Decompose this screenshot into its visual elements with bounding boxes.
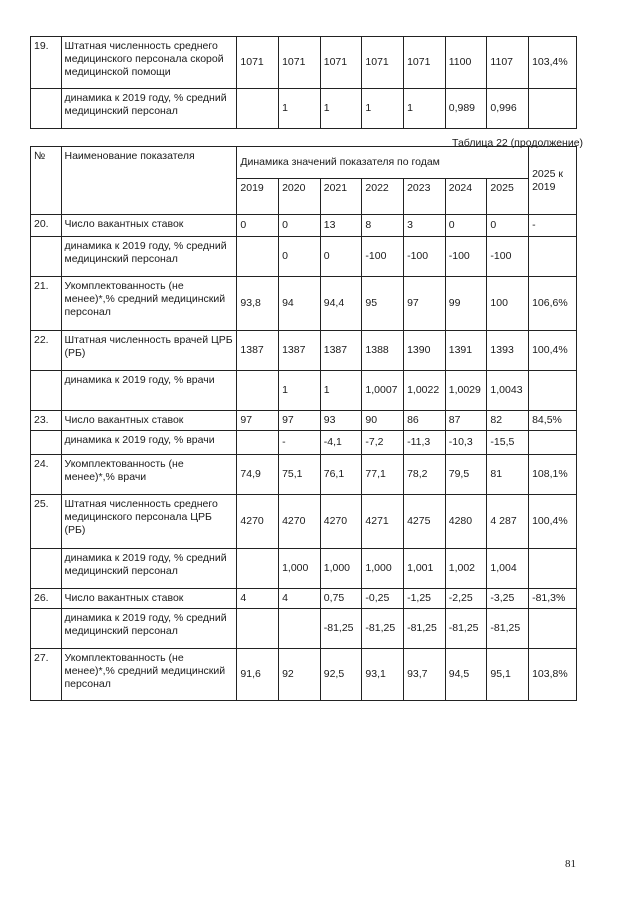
row-number: 19. [31,37,62,89]
row-number [31,371,62,411]
row-name: Укомплектованность (не менее)*,% средний медицинский персонал [61,649,237,701]
row-name: Число вакантных ставок [61,215,237,237]
value-cell: 0,75 [320,589,362,609]
value-cell: -7,2 [362,431,404,455]
value-cell: 97 [237,411,279,431]
table-row [31,649,577,701]
value-cell: 1,004 [487,549,529,589]
table-row [31,609,577,649]
value-cell: 99 [445,277,487,331]
value-cell: 1,001 [404,549,446,589]
value-cell: 76,1 [320,455,362,495]
value-cell: -81,25 [320,609,362,649]
year-header: 2021 [320,179,362,215]
value-cell: -81,25 [362,609,404,649]
value-cell: 74,9 [237,455,279,495]
value-cell: -100 [487,237,529,277]
table-row [31,331,577,371]
row-name: динамика к 2019 году, % средний медицинский персонал [61,549,237,589]
value-cell: 93,1 [362,649,404,701]
value-cell: 0,996 [487,89,529,129]
value-cell: 77,1 [362,455,404,495]
total-cell: 100,4% [529,331,577,371]
row-name: Укомплектованность (не менее)*,% средний медицинский персонал [61,277,237,331]
value-cell: 90 [362,411,404,431]
value-cell: 0 [487,215,529,237]
main-table [30,146,577,701]
value-cell [237,431,279,455]
value-cell: 95 [362,277,404,331]
value-cell: 1388 [362,331,404,371]
value-cell: 82 [487,411,529,431]
value-cell: -1,25 [404,589,446,609]
table-row [31,549,577,589]
row-number: 24. [31,455,62,495]
value-cell: 94 [279,277,321,331]
row-name: динамика к 2019 году, % врачи [61,371,237,411]
value-cell: 1 [279,371,321,411]
page-number: 81 [565,858,576,870]
row-name: динамика к 2019 году, % средний медицинский персонал [61,89,237,129]
total-cell: 103,4% [529,37,577,89]
value-cell: 94,4 [320,277,362,331]
header-total: 2025 к 2019 [529,147,577,215]
value-cell: 4275 [404,495,446,549]
value-cell: - [279,431,321,455]
value-cell: 79,5 [445,455,487,495]
year-header: 2022 [362,179,404,215]
year-header: 2020 [279,179,321,215]
row-name: динамика к 2019 году, % средний медицинский персонал [61,237,237,277]
value-cell: 0 [445,215,487,237]
value-cell: 1387 [237,331,279,371]
value-cell: 4270 [279,495,321,549]
total-cell [529,237,577,277]
value-cell: 1071 [362,37,404,89]
value-cell: 1393 [487,331,529,371]
value-cell: 93,8 [237,277,279,331]
header-name: Наименование показателя [61,147,237,215]
value-cell: 1387 [279,331,321,371]
row-number: 26. [31,589,62,609]
row-number [31,237,62,277]
value-cell: 1,0022 [404,371,446,411]
top-table [30,36,577,129]
value-cell: 0 [279,237,321,277]
value-cell: 86 [404,411,446,431]
value-cell: 1,000 [279,549,321,589]
year-header: 2024 [445,179,487,215]
value-cell [237,609,279,649]
value-cell: -4,1 [320,431,362,455]
value-cell: 8 [362,215,404,237]
row-number: 21. [31,277,62,331]
row-number: 22. [31,331,62,371]
value-cell: 1387 [320,331,362,371]
total-cell [529,431,577,455]
value-cell: 78,2 [404,455,446,495]
value-cell: -10,3 [445,431,487,455]
value-cell: 81 [487,455,529,495]
value-cell: -15,5 [487,431,529,455]
total-cell: 100,4% [529,495,577,549]
value-cell [237,237,279,277]
value-cell: -100 [404,237,446,277]
header-group: Динамика значений показателя по годам [237,147,529,179]
row-name: Штатная численность врачей ЦРБ (РБ) [61,331,237,371]
value-cell: 0 [237,215,279,237]
row-name: Штатная численность среднего медицинского персонала скорой медицинской помощи [61,37,237,89]
total-cell: 103,8% [529,649,577,701]
table-row [31,589,577,609]
value-cell: 1,000 [362,549,404,589]
total-cell [529,371,577,411]
row-number: 27. [31,649,62,701]
row-number: 23. [31,411,62,431]
value-cell: 94,5 [445,649,487,701]
year-header: 2019 [237,179,279,215]
row-name: Число вакантных ставок [61,589,237,609]
value-cell: 4271 [362,495,404,549]
total-cell [529,609,577,649]
value-cell: 95,1 [487,649,529,701]
value-cell: 1 [320,89,362,129]
row-number [31,431,62,455]
total-cell: 106,6% [529,277,577,331]
value-cell: 1071 [320,37,362,89]
value-cell: 0,989 [445,89,487,129]
value-cell: 4270 [320,495,362,549]
table-row [31,455,577,495]
value-cell: -81,25 [404,609,446,649]
value-cell: 1,0043 [487,371,529,411]
value-cell: 4 287 [487,495,529,549]
row-number [31,549,62,589]
value-cell: 1390 [404,331,446,371]
value-cell: 4 [279,589,321,609]
table-row [31,89,577,129]
value-cell: 4270 [237,495,279,549]
value-cell: 1 [404,89,446,129]
value-cell: 92,5 [320,649,362,701]
year-header: 2023 [404,179,446,215]
table-row [31,431,577,455]
table-row [31,215,577,237]
value-cell [237,371,279,411]
row-name: динамика к 2019 году, % врачи [61,431,237,455]
value-cell: -0,25 [362,589,404,609]
row-name: динамика к 2019 году, % средний медицинский персонал [61,609,237,649]
value-cell: 4280 [445,495,487,549]
value-cell: -2,25 [445,589,487,609]
header-row [31,147,577,179]
row-number [31,89,62,129]
row-name: Число вакантных ставок [61,411,237,431]
value-cell: 100 [487,277,529,331]
row-name: Укомплектованность (не менее)*,% врачи [61,455,237,495]
total-cell [529,549,577,589]
table-caption: Таблица 22 (продолжение) [452,137,584,149]
row-number: 20. [31,215,62,237]
value-cell: 91,6 [237,649,279,701]
total-cell: -81,3% [529,589,577,609]
table-row [31,371,577,411]
value-cell: 13 [320,215,362,237]
total-cell: - [529,215,577,237]
value-cell: -3,25 [487,589,529,609]
value-cell: 0 [279,215,321,237]
value-cell: -100 [445,237,487,277]
value-cell: 92 [279,649,321,701]
value-cell: 1 [362,89,404,129]
value-cell: -81,25 [445,609,487,649]
value-cell: 1,0029 [445,371,487,411]
year-header: 2025 [487,179,529,215]
value-cell: 1071 [237,37,279,89]
table-row [31,237,577,277]
value-cell: 87 [445,411,487,431]
value-cell: 93 [320,411,362,431]
value-cell: 1071 [279,37,321,89]
row-number [31,609,62,649]
header-num: № [31,147,62,215]
value-cell: 97 [404,277,446,331]
value-cell [279,609,321,649]
value-cell: 93,7 [404,649,446,701]
value-cell: -11,3 [404,431,446,455]
value-cell: 4 [237,589,279,609]
value-cell: 1391 [445,331,487,371]
value-cell: 1071 [404,37,446,89]
row-number: 25. [31,495,62,549]
value-cell: -100 [362,237,404,277]
value-cell [237,89,279,129]
value-cell: 1107 [487,37,529,89]
value-cell: 75,1 [279,455,321,495]
value-cell: 1 [320,371,362,411]
row-name: Штатная численность среднего медицинского персонала ЦРБ (РБ) [61,495,237,549]
value-cell: 1,0007 [362,371,404,411]
value-cell: 1100 [445,37,487,89]
value-cell [237,549,279,589]
value-cell: 1 [279,89,321,129]
value-cell: 0 [320,237,362,277]
value-cell: -81,25 [487,609,529,649]
value-cell: 97 [279,411,321,431]
table-row [31,277,577,331]
value-cell: 1,000 [320,549,362,589]
value-cell: 1,002 [445,549,487,589]
total-cell: 108,1% [529,455,577,495]
value-cell: 3 [404,215,446,237]
total-cell [529,89,577,129]
total-cell: 84,5% [529,411,577,431]
table-row [31,411,577,431]
table-row [31,495,577,549]
table-row [31,37,577,89]
